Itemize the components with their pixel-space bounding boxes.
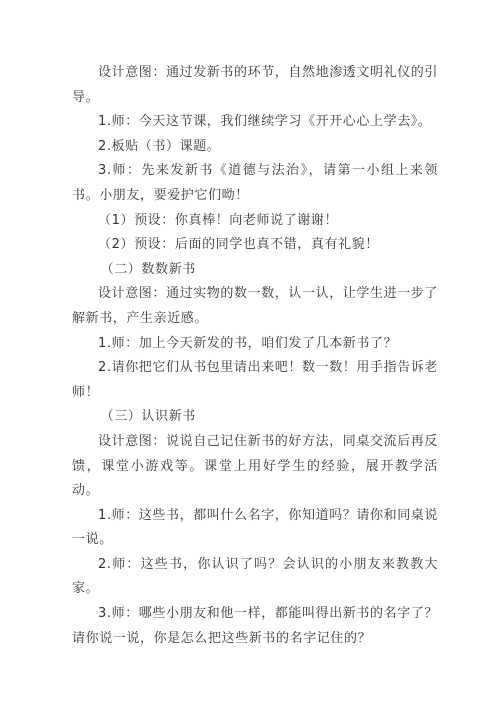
teacher-step-paragraph: 1.师：这些书，都叫什么名字，你知道吗？请你和同桌说一说。 <box>72 507 439 548</box>
teacher-step-paragraph: 1.师：今天这节课，我们继续学习《开开心心上学去》。 <box>98 114 432 130</box>
teacher-step-paragraph: 1.师：加上今天新发的书，咱们发了几本新书了？ <box>98 335 398 351</box>
teacher-step-paragraph: 2.师：这些书，你认识了吗？会认识的小朋友来教教大家。 <box>72 556 438 597</box>
document-body <box>72 61 438 651</box>
section-heading: （二）数数新书 <box>100 261 196 277</box>
design-intent-paragraph: 设计意图：通过发新书的环节，自然地渗透文明礼仪的引导。 <box>72 65 439 105</box>
teacher-step-paragraph: 2.请你把它们从书包里请出来吧！数一数！用手指告诉老师！ <box>72 360 439 400</box>
preset-response-paragraph: （2）预设：后面的同学也真不错，真有礼貌！ <box>98 237 379 253</box>
design-intent-paragraph: 设计意图：通过实物的数一数，认一认，让学生进一步了解新书，产生亲近感。 <box>72 286 439 326</box>
teacher-step-paragraph: 3.师：先来发新书《道德与法治》，请第一小组上来领书。小朋友，要爱护它们呦！ <box>72 163 438 203</box>
section-heading: （三）认识新书 <box>100 409 196 425</box>
teacher-step-paragraph: 2.板贴（书）课题。 <box>98 138 221 154</box>
teacher-step-paragraph: 3.师：哪些小朋友和他一样，都能叫得出新书的名字了？请你说一说，你是怎么把这些新书的名字记住的？ <box>72 606 439 646</box>
preset-response-paragraph: （1）预设：你真棒！向老师说了谢谢！ <box>98 212 339 228</box>
design-intent-paragraph: 设计意图：说说自己记住新书的好方法，同桌交流后再反馈，课堂小游戏等。课堂上用好学生的经验，展开教学活动。 <box>72 433 439 499</box>
